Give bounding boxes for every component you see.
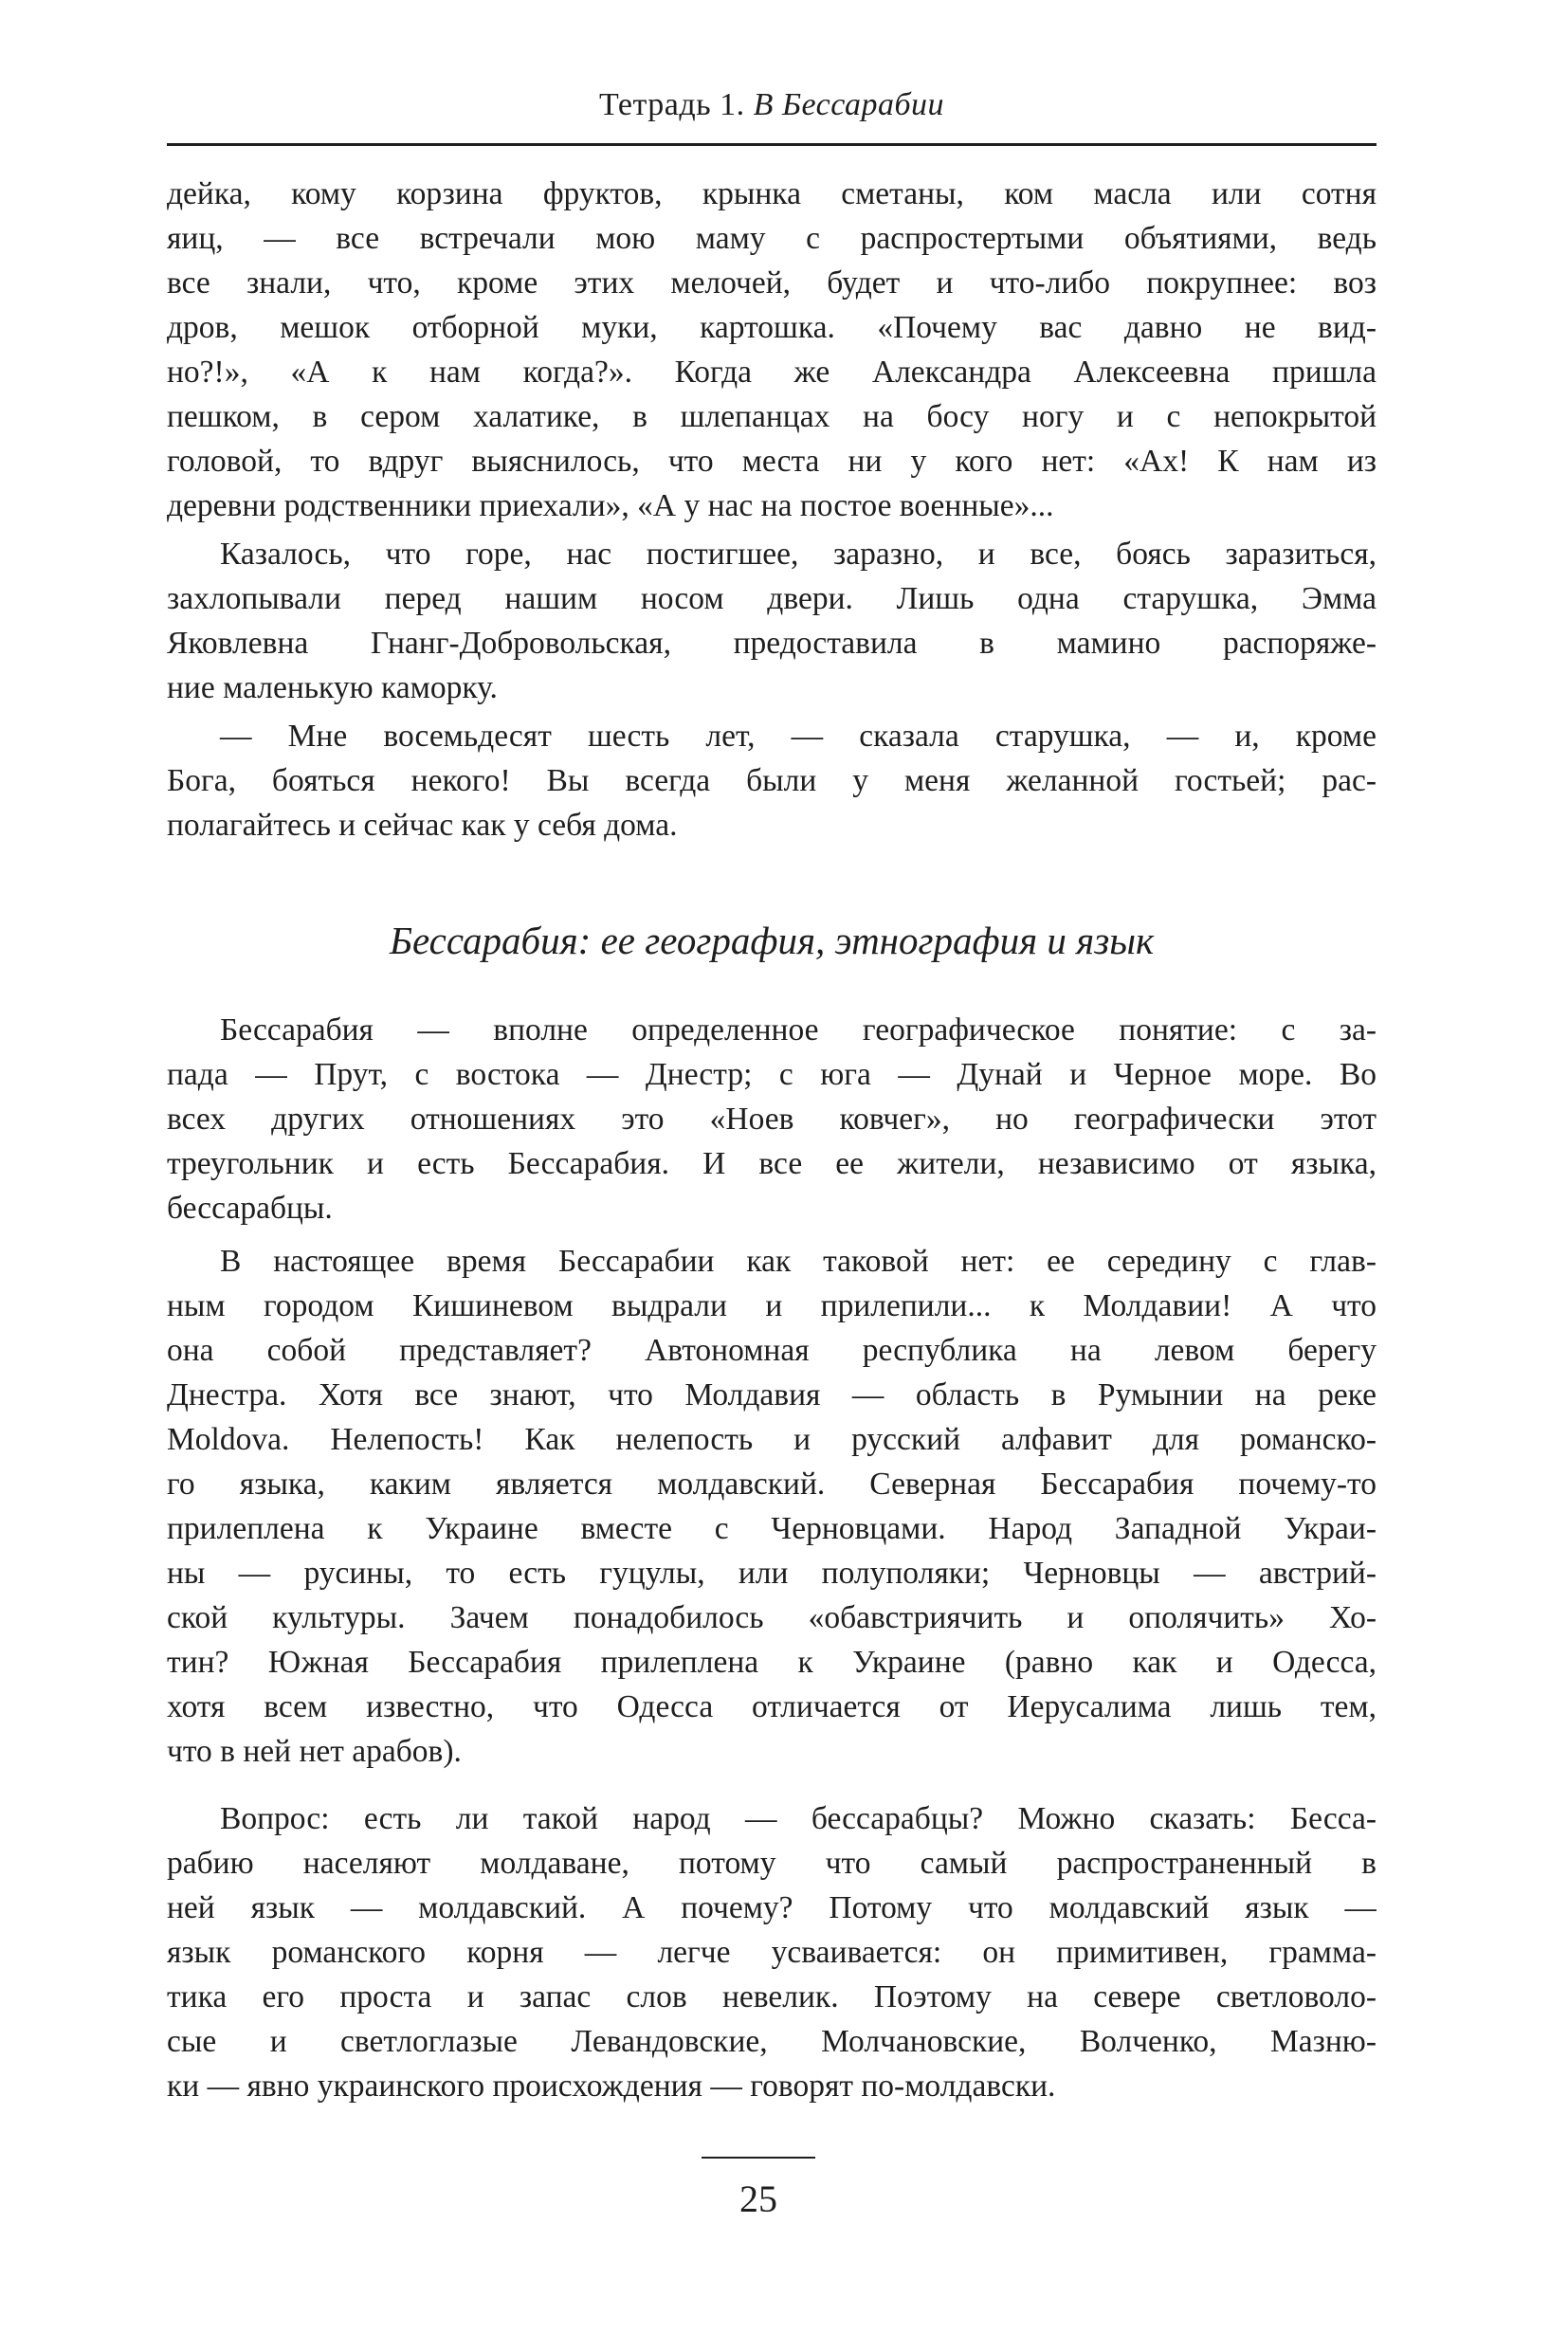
text-line: Бессарабия — вполне определенное географическое понятие: с за-	[220, 1012, 1377, 1048]
text-line: все знали, что, кроме этих мелочей, будет и что-либо покрупнее: воз	[167, 265, 1377, 301]
text-line: что в ней нет арабов).	[167, 1734, 462, 1769]
text-line: ки — явно украинского происхождения — говорят по-молдавски.	[167, 2069, 1056, 2104]
text-line: тика его проста и запас слов невелик. Поэтому на севере светловоло-	[167, 1979, 1377, 2014]
text-line: Вопрос: есть ли такой народ — бессарабцы? Можно сказать: Бесса-	[220, 1801, 1377, 1836]
text-line: яиц, — все встречали мою маму с распростертыми объятиями, ведь	[167, 221, 1377, 256]
text-line: ны — русины, то есть гуцулы, или полуполяки; Черновцы — австрий-	[167, 1556, 1377, 1591]
section-2-text	[167, 1008, 1377, 2108]
text-line: тин? Южная Бессарабия прилеплена к Украине (равно как и Одесса,	[167, 1645, 1377, 1680]
page-number: 25	[739, 2178, 777, 2220]
text-line: го языка, каким является молдавский. Северная Бессарабия почему-то	[167, 1467, 1377, 1502]
text-line: Яковлевна Гнанг-Добровольская, предоставила в мамино распоряже-	[167, 626, 1377, 661]
text-line: рабию населяют молдаване, потому что самый распространенный в	[167, 1846, 1377, 1881]
text-line: пада — Прут, с востока — Днестр; с юга — Дунай и Черное море. Во	[167, 1057, 1377, 1092]
text-line: ней язык — молдавский. А почему? Потому что молдавский язык —	[167, 1890, 1377, 1925]
text-line: ным городом Кишиневом выдрали и прилепили... к Молдавии! А что	[167, 1288, 1377, 1323]
text-line: ние маленькую каморку.	[167, 670, 498, 705]
text-line: треугольник и есть Бессарабия. И все ее жители, независимо от языка,	[167, 1146, 1377, 1181]
section-heading: Бессарабия: ее география, этнография и язык	[389, 919, 1155, 962]
text-line: дейка, кому корзина фруктов, крынка сметаны, ком масла или сотня	[167, 176, 1377, 211]
text-line: головой, то вдруг выяснилось, что места ни у кого нет: «Ах! К нам из	[167, 444, 1377, 479]
header-rule	[167, 143, 1377, 146]
paragraph	[167, 1008, 1377, 1230]
header-title: В Бессарабии	[753, 87, 945, 122]
text-line: Moldova. Нелепость! Как нелепость и русский алфавит для романско-	[167, 1422, 1377, 1457]
text-line: Бога, бояться некого! Вы всегда были у меня желанной гостьей; рас-	[167, 763, 1377, 798]
text-line: пешком, в сером халатике, в шлепанцах на босу ногу и с непокрытой	[167, 399, 1377, 434]
paragraph	[167, 172, 1377, 528]
text-line: прилеплена к Украине вместе с Черновцами. Народ Западной Украи-	[167, 1511, 1377, 1546]
running-header	[167, 87, 1377, 123]
text-line: деревни родственники приехали», «А у нас на постое военные»...	[167, 488, 1054, 523]
paragraph	[167, 714, 1377, 847]
text-line: — Мне восемьдесят шесть лет, — сказала старушка, — и, кроме	[220, 719, 1377, 754]
text-line: Днестра. Хотя все знают, что Молдавия — область в Румынии на реке	[167, 1377, 1377, 1412]
text-line: бессарабцы.	[167, 1191, 333, 1226]
text-line: сые и светлоглазые Левандовские, Молчановские, Волченко, Мазню-	[167, 2024, 1377, 2059]
text-line: хотя всем известно, что Одесса отличается от Иерусалима лишь тем,	[167, 1689, 1377, 1724]
text-line: но?!», «А к нам когда?». Когда же Александра Алексеевна пришла	[167, 355, 1377, 390]
paragraph	[167, 532, 1377, 710]
text-line: дров, мешок отборной муки, картошка. «Почему вас давно не вид-	[167, 310, 1377, 345]
header-section: Тетрадь 1.	[598, 87, 745, 122]
text-line: всех других отношениях это «Ноев ковчег», но географически этот	[167, 1102, 1377, 1137]
text-line: полагайтесь и сейчас как у себя дома.	[167, 808, 678, 843]
text-line: она собой представляет? Автономная республика на левом берегу	[167, 1333, 1377, 1368]
text-line: захлопывали перед нашим носом двери. Лишь одна старушка, Эмма	[167, 581, 1377, 616]
text-line: язык романского корня — легче усваивается: он примитивен, грамма-	[167, 1935, 1377, 1970]
text-line: ской культуры. Зачем понадобилось «обавстриячить и ополячить» Хо-	[167, 1600, 1377, 1635]
text-line: В настоящее время Бессарабии как таковой нет: ее середину с глав-	[220, 1244, 1377, 1279]
paragraph	[167, 1239, 1377, 1774]
paragraph	[167, 1796, 1377, 2108]
section-1-text	[167, 172, 1377, 847]
text-line: Казалось, что горе, нас постигшее, заразно, и все, боясь заразиться,	[220, 537, 1377, 572]
page-number-rule	[702, 2157, 815, 2159]
